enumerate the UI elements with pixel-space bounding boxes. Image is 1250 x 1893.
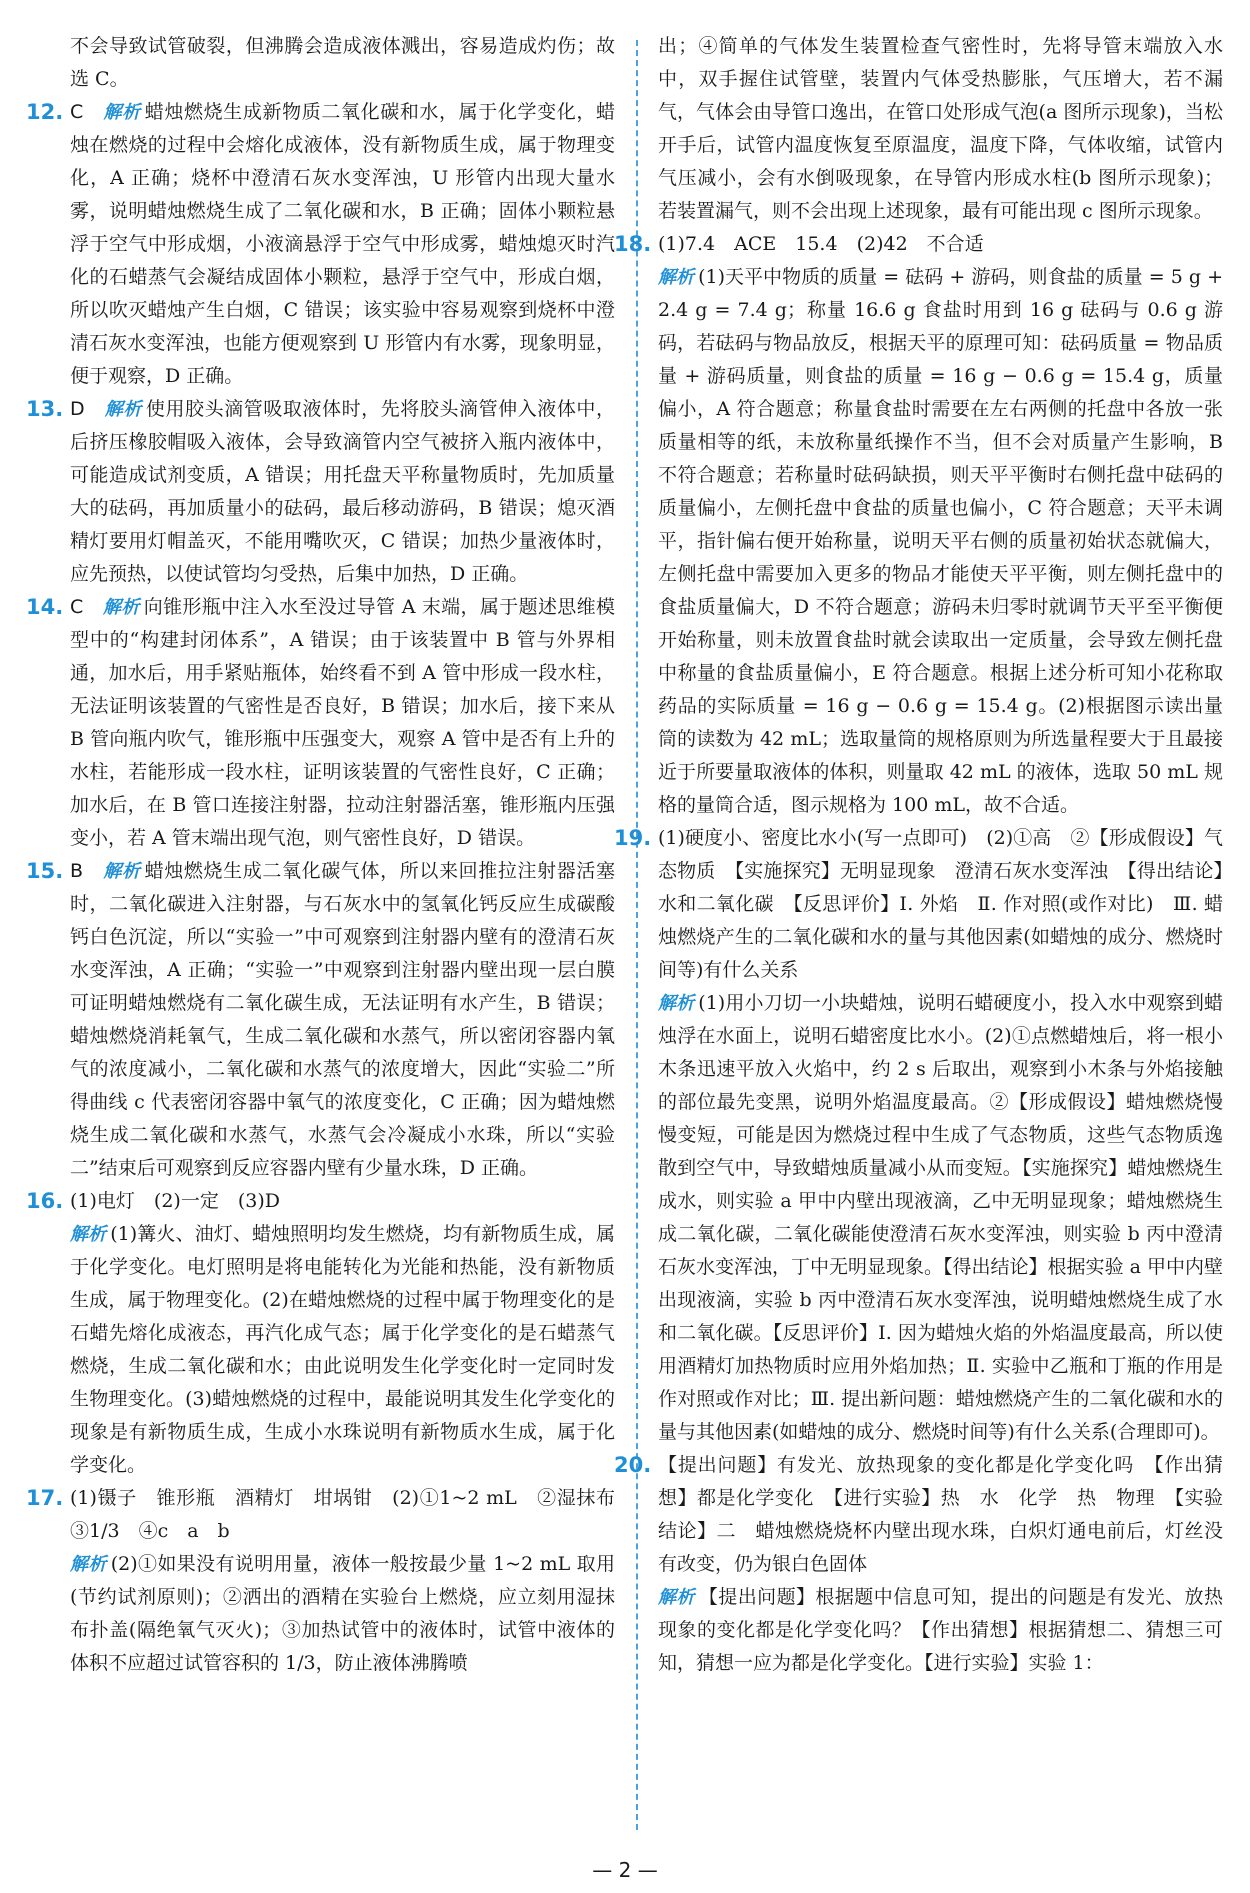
answer-block-14 bbox=[26, 591, 615, 855]
analysis-text: (1)篝火、油灯、蜡烛照明均发生燃烧，均有新物质生成，属于化学变化。电灯照明是将电能转化为光能和热能，没有新物质生成，属于物理变化。(2)在蜡烛燃烧的过程中属于物理变化的是石蜡先熔化成液态，再汽化成气态；属于化学变化的是石蜡蒸气燃烧，生成二氧化碳和水；由此说明发生化学变化时一定同时发生物理变化。(3)蜡烛燃烧的过程中，最能说明其发生化学变化的现象是有新物质生成，生成小水珠说明有新物质水生成，属于化学变化。 bbox=[70, 1223, 615, 1476]
answer-text: 不会导致试管破裂，但沸腾会造成液体溅出，容易造成灼伤；故选 C。 bbox=[70, 35, 615, 90]
answer-block-17 bbox=[26, 1482, 635, 1680]
question-number: 17. bbox=[26, 1486, 64, 1510]
answer-text: 出；④简单的气体发生装置检查气密性时，先将导管末端放入水中，双手握住试管壁，装置内气体受热膨胀，气压增大，若不漏气，气体会由导管口逸出，在管口处形成气泡(a 图所示现象)，当松开手后，试管内温度恢复至原温度，温度下降，气体收缩，试管内气压减小，会有水倒吸现象，在导管内形成水柱(b 图所示现象)；若装置漏气，则不会出现上述现象，最有可能出现 c 图所示现象。 bbox=[658, 35, 1223, 222]
analysis-tag: 解析 bbox=[70, 1224, 107, 1245]
question-number: 20. bbox=[614, 1453, 652, 1477]
analysis-tag: 解析 bbox=[103, 102, 141, 123]
analysis-tag: 解析 bbox=[658, 993, 695, 1014]
answer-block-13 bbox=[26, 393, 615, 591]
question-number: 19. bbox=[614, 826, 652, 850]
answer-block-16 bbox=[26, 1185, 615, 1482]
answer-block-cont bbox=[70, 30, 615, 96]
question-number: 16. bbox=[26, 1189, 64, 1213]
analysis-text: (2)①如果没有说明用量，液体一般按最少量 1~2 mL 取用(节约试剂原则)；②洒出的酒精在实验台上燃烧，应立刻用湿抹布扑盖(隔绝氧气灭火)；③加热试管中的液体时，试管中液体的体积不应超过试管容积的 1/3，防止液体沸腾喷 bbox=[70, 1553, 616, 1674]
analysis-tag: 解析 bbox=[104, 399, 142, 420]
answer-block-cont bbox=[658, 30, 1223, 228]
answer-key: (1)镊子 锥形瓶 酒精灯 坩埚钳 (2)①1~2 mL ②湿抹布 ③1/3 ④c a b bbox=[70, 1487, 635, 1542]
answer-block-20 bbox=[614, 1449, 1223, 1680]
question-number: 18. bbox=[614, 232, 652, 256]
analysis-text: (1)用小刀切一小块蜡烛，说明石蜡硬度小，投入水中观察到蜡烛浮在水面上，说明石蜡密度比水小。(2)①点燃蜡烛后，将一根小木条迅速平放入火焰中，约 2 s 后取出，观察到小木条与外焰接触的部位最先变黑，说明外焰温度最高。②【形成假设】蜡烛燃烧慢慢变短，可能是因为燃烧过程中生成了气态物质，这些气态物质逸散到空气中，导致蜡烛质量减小从而变短。【实施探究】蜡烛燃烧生成水，则实验 a 甲中内壁出现液滴，乙中无明显现象；蜡烛燃烧生成二氧化碳，二氧化碳能使澄清石灰水变浑浊，则实验 b 丙中澄清石灰水变浑浊，丁中无明显现象。【得出结论】根据实验 a 甲中内壁出现液滴，实验 b 丙中澄清石灰水变浑浊，说明蜡烛燃烧生成了水和二氧化碳。【反思评价】Ⅰ. 因为蜡烛火焰的外焰温度最高，所以使用酒精灯加热物质时应用外焰加热；Ⅱ. 实验中乙瓶和丁瓶的作用是作对照或作对比；Ⅲ. 提出新问题：蜡烛燃烧产生的二氧化碳和水的量与其他因素(如蜡烛的成分、燃烧时间等)有什么关系(合理即可)。 bbox=[658, 992, 1223, 1443]
answer-key: B bbox=[70, 860, 84, 882]
answer-key: C bbox=[70, 596, 84, 618]
analysis-tag: 解析 bbox=[658, 1587, 695, 1608]
answer-key: (1)硬度小、密度比水小(写一点即可) (2)①高 ②【形成假设】气态物质 【实施探究】无明显现象 澄清石灰水变浑浊 【得出结论】水和二氧化碳 【反思评价】Ⅰ. 外焰 Ⅱ. 作对照(或作对比) Ⅲ. 蜡烛燃烧产生的二氧化碳和水的量与其他因素(如蜡烛的成分、燃烧时间等)有什么关系 bbox=[658, 827, 1223, 981]
answer-block-15 bbox=[26, 855, 615, 1185]
answer-key: C bbox=[70, 101, 84, 123]
answer-key: (1)7.4 ACE 15.4 (2)42 不合适 bbox=[658, 233, 984, 255]
answer-key: (1)电灯 (2)一定 (3)D bbox=[70, 1190, 280, 1212]
analysis-text: (1)天平中物质的质量 = 砝码 + 游码，则食盐的质量 = 5 g + 2.4 g = 7.4 g；称量 16.6 g 食盐时用到 16 g 砝码与 0.6 g 游码，若砝码与物品放反，根据天平的原理可知：砝码质量 = 物品质量 + 游码质量，则食盐的质量 = 16 g − 0.6 g = 15.4 g，质量偏小，A 符合题意；称量食盐时需要在左右两侧的托盘中各放一张质量相等的纸，未放称量纸操作不当，但不会对质量产生影响，B 不符合题意；若称量时砝码缺损，则天平平衡时右侧托盘中砝码的质量偏小，左侧托盘中食盐的质量也偏小，C 符合题意；天平未调平，指针偏右便开始称量，说明天平右侧的质量初始状态就偏大，左侧托盘中需要加入更多的物品才能使天平平衡，则左侧托盘中的食盐质量偏大，D 不符合题意；游码未归零时就调节天平至平衡便开始称量，则未放置食盐时就会读取出一定质量，会导致左侧托盘中称量的食盐质量偏小，E 符合题意。根据上述分析可知小花称取药品的实际质量 = 16 g − 0.6 g = 15.4 g。(2)根据图示读出量筒的读数为 42 mL；选取量筒的规格原则为所选量程要大于且最接近于所要量取液体的体积，则量取 42 mL 的液体，选取 50 mL 规格的量筒合适，图示规格为 100 mL，故不合适。 bbox=[658, 266, 1223, 816]
analysis-text: 【提出问题】根据题中信息可知，提出的问题是有发光、放热现象的变化都是化学变化吗？【作出猜想】根据猜想二、猜想三可知，猜想一应为都是化学变化。【进行实验】实验 1： bbox=[658, 1586, 1223, 1674]
question-number: 13. bbox=[26, 397, 64, 421]
analysis-tag: 解析 bbox=[103, 861, 141, 882]
analysis-tag: 解析 bbox=[103, 597, 140, 618]
question-number: 14. bbox=[26, 595, 64, 619]
analysis-tag: 解析 bbox=[658, 267, 695, 288]
analysis-text: 蜡烛燃烧生成二氧化碳气体，所以来回推拉注射器活塞时，二氧化碳进入注射器，与石灰水中的氢氧化钙反应生成碳酸钙白色沉淀，所以“实验一”中可观察到注射器内壁有的澄清石灰水变浑浊，A 正确；“实验一”中观察到注射器内壁出现一层白膜可证明蜡烛燃烧有二氧化碳生成，无法证明有水产生，B 错误；蜡烛燃烧消耗氧气，生成二氧化碳和水蒸气，所以密闭容器内氧气的浓度减小，二氧化碳和水蒸气的浓度增大，因此“实验二”所得曲线 c 代表密闭容器中氧气的浓度变化，C 正确；因为蜡烛燃烧生成二氧化碳和水蒸气，水蒸气会冷凝成小水珠，所以“实验二”结束后可观察到反应容器内壁有少量水珠，D 正确。 bbox=[70, 860, 615, 1179]
answer-key: D bbox=[70, 398, 85, 420]
analysis-text: 使用胶头滴管吸取液体时，先将胶头滴管伸入液体中，后挤压橡胶帽吸入液体，会导致滴管内空气被挤入瓶内液体中，可能造成试剂变质，A 错误；用托盘天平称量物质时，先加质量大的砝码，再加质量小的砝码，最后移动游码，B 错误；熄灭酒精灯要用灯帽盖灭，不能用嘴吹灭，C 错误；加热少量液体时，应先预热，以使试管均匀受热，后集中加热，D 正确。 bbox=[70, 398, 615, 585]
analysis-tag: 解析 bbox=[70, 1554, 107, 1575]
question-number: 15. bbox=[26, 859, 64, 883]
analysis-text: 蜡烛燃烧生成新物质二氧化碳和水，属于化学变化，蜡烛在燃烧的过程中会熔化成液体，没有新物质生成，属于物理变化，A 正确；烧杯中澄清石灰水变浑浊，U 形管内出现大量水雾，说明蜡烛燃烧生成了二氧化碳和水，B 正确；固体小颗粒悬浮于空气中形成烟，小液滴悬浮于空气中形成雾，蜡烛熄灭时汽化的石蜡蒸气会凝结成固体小颗粒，悬浮于空气中，形成白烟，所以吹灭蜡烛产生白烟，C 错误；该实验中容易观察到烧杯中澄清石灰水变浑浊，也能方便观察到 U 形管内有水雾，现象明显，便于观察，D 正确。 bbox=[70, 101, 615, 387]
answer-key: 【提出问题】有发光、放热现象的变化都是化学变化吗 【作出猜想】都是化学变化 【进行实验】热 水 化学 热 物理 【实验结论】二 蜡烛燃烧烧杯内壁出现水珠，白炽灯通电前后，灯丝没有改变，仍为银白色固体 bbox=[658, 1454, 1223, 1575]
analysis-text: 向锥形瓶中注入水至没过导管 A 末端，属于题述思维模型中的“构建封闭体系”，A 错误；由于该装置中 B 管与外界相通，加水后，用手紧贴瓶体，始终看不到 A 管中形成一段水柱，无法证明该装置的气密性是否良好，B 错误；加水后，接下来从 B 管向瓶内吹气，锥形瓶中压强变大，观察 A 管中是否有上升的水柱，若能形成一段水柱，证明该装置的气密性良好，C 正确；加水后，在 B 管口连接注射器，拉动注射器活塞，锥形瓶内压强变小，若 A 管末端出现气泡，则气密性良好，D 错误。 bbox=[70, 596, 615, 849]
column-divider bbox=[636, 40, 638, 1830]
question-number: 12. bbox=[26, 100, 64, 124]
page-number: — 2 — bbox=[592, 1858, 658, 1882]
answer-block-18 bbox=[614, 228, 1223, 822]
answer-block-12 bbox=[26, 96, 615, 393]
answer-block-19 bbox=[614, 822, 1223, 1449]
right-column bbox=[614, 30, 1223, 1680]
